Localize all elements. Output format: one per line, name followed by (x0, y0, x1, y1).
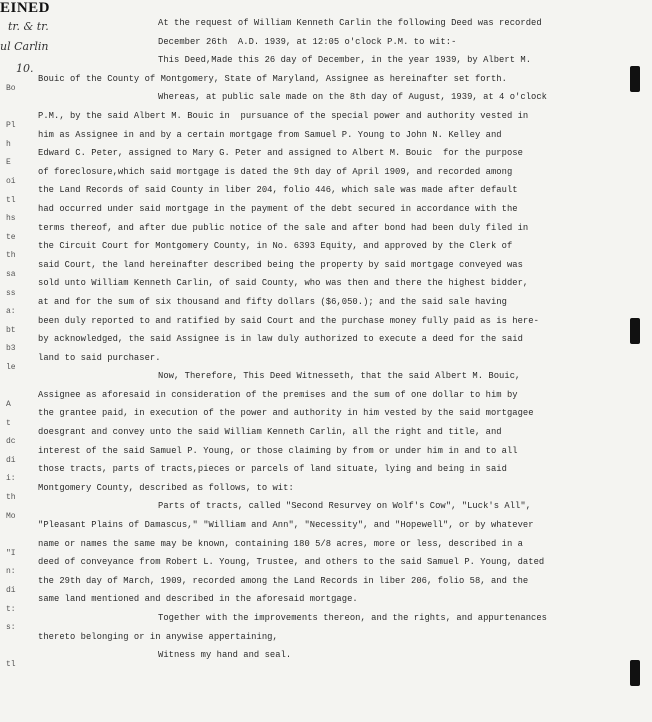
deed-line: "Pleasant Plains of Damascus," "William and Ann", "Necessity", and "Hopewell", or by whatever (38, 520, 534, 531)
margin-fragment: sa (6, 269, 16, 279)
deed-line: thereto belonging or in anywise appertaining, (38, 631, 278, 642)
margin-fragment: te (6, 232, 16, 242)
margin-fragment: bt (6, 325, 16, 335)
margin-fragment (6, 99, 24, 118)
binding-mark (630, 318, 640, 344)
margin-fragment: Mo (6, 511, 16, 521)
deed-line: interest of the said Samuel P. Young, or those claiming by from or under him in and to all (38, 445, 518, 456)
margin-fragment: t: (6, 604, 16, 614)
margin-fragment: E (6, 158, 11, 168)
deed-line: the Circuit Court for Montgomery County, in No. 6393 Equity, and approved by the Clerk of (38, 241, 513, 252)
margin-fragment: le (6, 362, 16, 372)
binding-mark (630, 660, 640, 686)
margin-fragment: hs (6, 214, 16, 224)
margin-fragment: t (6, 418, 11, 428)
handwritten-number-note: 10. (16, 62, 34, 75)
handwritten-note-top: tr. & tr. (8, 20, 49, 33)
deed-line: had occurred under said mortgage in the payment of the debt secured in accordance with the (38, 203, 518, 214)
margin-fragment: Bo (6, 84, 16, 93)
page-header: EINED (0, 0, 51, 16)
deed-line: Parts of tracts, called "Second Resurvey on Wolf's Cow", "Luck's All", (158, 501, 532, 512)
deed-line: deed of conveyance from Robert L. Young, Trustee, and others to the said Samuel P. Young, dated (38, 557, 545, 568)
margin-fragment: "I (6, 548, 16, 558)
margin-fragment: tl (6, 195, 16, 205)
margin-fragment: tl (6, 660, 16, 670)
deed-line: the Land Records of said County in liber 204, folio 446, which sale was made after default (38, 185, 518, 196)
margin-column (6, 80, 24, 675)
margin-fragment: h (6, 139, 11, 149)
margin-fragment: s: (6, 623, 16, 633)
margin-fragment (6, 526, 24, 545)
margin-fragment: di (6, 455, 16, 465)
margin-fragment: A (6, 400, 11, 410)
margin-fragment: Pl (6, 121, 16, 131)
deed-line: At the request of William Kenneth Carlin the following Deed was recorded (158, 18, 542, 28)
deed-line: P.M., by the said Albert M. Bouic in pursuance of the special power and authority vested in (38, 110, 529, 121)
deed-line: of foreclosure,which said mortgage is dated the 9th day of April 1909, and recorded among (38, 166, 513, 177)
deed-line: same land mentioned and described in the aforesaid mortgage. (38, 594, 358, 605)
deed-line: sold unto William Kenneth Carlin, of said County, who was then and there the highest bidder, (38, 278, 529, 289)
deed-line: him as Assignee in and by a certain mortgage from Samuel P. Young to John N. Kelley and (38, 129, 502, 140)
deed-line: at and for the sum of six thousand and fifty dollars ($6,050.); and the said sale having (38, 296, 507, 307)
margin-fragment: th (6, 251, 16, 261)
deed-line: the 29th day of March, 1909, recorded among the Land Records in liber 206, folio 58, and the (38, 575, 529, 586)
deed-line: doesgrant and convey unto the said William Kenneth Carlin, all the right and title, and (38, 427, 502, 438)
deed-line: Now, Therefore, This Deed Witnesseth, that the said Albert M. Bouic, (158, 371, 521, 382)
binding-mark (630, 66, 640, 92)
margin-fragment: oi (6, 176, 16, 186)
deed-line: Bouic of the County of Montgomery, State of Maryland, Assignee as hereinafter set forth. (38, 73, 507, 84)
margin-fragment: n: (6, 567, 16, 577)
deed-line: by acknowledged, the said Assignee is in law duly authorized to execute a deed for the said (38, 334, 523, 345)
margin-fragment: ss (6, 288, 16, 298)
margin-fragment: th (6, 493, 16, 503)
margin-fragment: b3 (6, 344, 16, 354)
deed-line: the grantee paid, in execution of the power and authority in him vested by the said mortgagee (38, 408, 534, 419)
deed-line: Montgomery County, described as follows, to wit: (38, 482, 294, 493)
margin-fragment: i: (6, 474, 16, 484)
deed-line: been duly reported to and ratified by said Court and the purchase money fully paid as is here- (38, 315, 539, 326)
margin-fragment (6, 378, 24, 397)
deed-line: Whereas, at public sale made on the 8th day of August, 1939, at 4 o'clock (158, 92, 548, 103)
deed-line: land to said purchaser. (38, 352, 161, 363)
margin-fragment: a: (6, 307, 16, 317)
deed-line: Edward C. Peter, assigned to Mary G. Peter and assigned to Albert M. Bouic for the purpose (38, 148, 523, 159)
deed-line: Together with the improvements thereon, and the rights, and appurtenances (158, 613, 548, 623)
handwritten-name-note: ul Carlin (0, 40, 49, 53)
deed-line: those tracts, parts of tracts,pieces or parcels of land situate, lying and being in said (38, 464, 507, 475)
deed-text (38, 14, 613, 665)
deed-line: terms thereof, and after due public notice of the sale and after bond had been duly filed in (38, 222, 529, 233)
deed-line: name or names the same may be known, containing 180 5/8 acres, more or less, described in a (38, 538, 523, 549)
deed-line: Witness my hand and seal. (158, 650, 292, 661)
deed-line: Assignee as aforesaid in consideration of the premises and the sum of one dollar to him by (38, 389, 518, 400)
deed-line: said Court, the land hereinafter described being the property by said mortgage conveyed was (38, 259, 523, 270)
margin-fragment: di (6, 586, 16, 596)
margin-fragment: dc (6, 437, 16, 447)
deed-line: This Deed,Made this 26 day of December, in the year 1939, by Albert M. (158, 55, 532, 66)
margin-fragment (6, 638, 24, 657)
deed-line: December 26th A.D. 1939, at 12:05 o'clock P.M. to wit:- (158, 36, 457, 47)
